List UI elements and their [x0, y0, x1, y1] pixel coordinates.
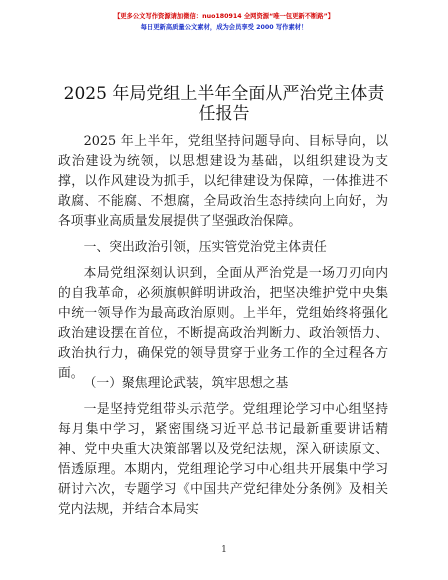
section-heading-1: 一、突出政治引领，压实管党治党主体责任	[83, 240, 327, 255]
subsection-heading-1: （一）聚焦理论武装，筑牢思想之基	[83, 376, 289, 391]
page-number: 1	[221, 545, 227, 555]
promo-banner-line-1: 【更多公文写作资源请加微信：nuo180914 全网资源“唯一包更新不断路”】	[113, 13, 335, 20]
paragraph-subsection-1: 一是坚持党组带头示范学。党组理论学习中心组坚持每月集中学习，紧密围绕习近平总书记最新重要讲话精神、党中央重大决策部署以及党纪法规，深入研读原文、悟透原理。本期内，党组理论学习中心组共开展集中学习研讨六次，专题学习《中国共产党纪律处分条例》及相关党内法规，并结合本局实	[58, 402, 388, 517]
paragraph-intro: 2025 年上半年，党组坚持问题导向、目标导向，以政治建设为统领，以思想建设为基础，以组织建设为支撑，以作风建设为抓手，以纪律建设为保障，一体推进不敢腐、不能腐、不想腐，全局政治生态持续向上向好，为各项事业高质量发展提供了坚强政治保障。	[58, 134, 388, 229]
promo-banner-line-2: 每日更新高质量公文素材，成为会员享受 2000 写作素材！	[140, 24, 308, 31]
document-title: 2025 年局党组上半年全面从严治党主体责任报告	[63, 84, 385, 124]
paragraph-section-1: 本局党组深刻认识到，全面从严治党是一场刀刃向内的自我革命，必须旗帜鲜明讲政治，把坚决维护党中央集中统一领导作为最高政治原则。上半年，党组始终将强化政治建设摆在首位，不断提高政治判断力、政治领悟力、政治执行力，确保党的领导贯穿于业务工作的全过程各方面。	[58, 266, 388, 381]
